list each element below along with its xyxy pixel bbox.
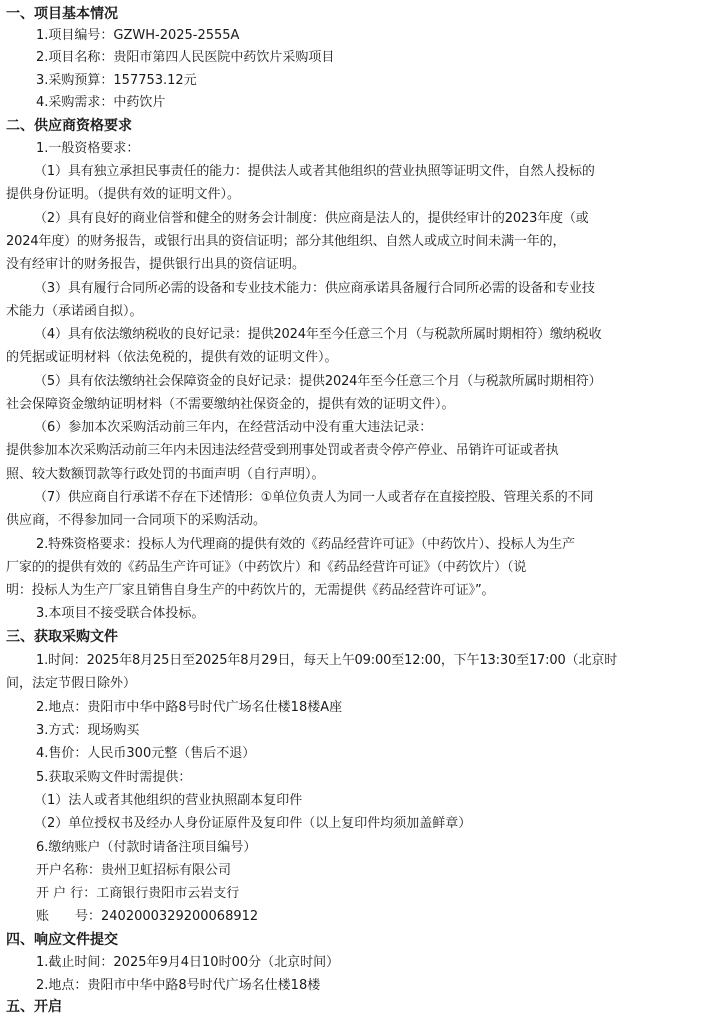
qualification-text-line: 没有经审计的财务报告，提供银行出具的资信证明。 [6,257,306,272]
qualification-text-line: （1）具有独立承担民事责任的能力：提供法人或者其他组织的营业执照等证明文件，自然人投标的 [34,164,595,179]
payment-account-line: 6.缴纳账户（付款时请备注项目编号） [36,840,257,855]
general-qualification-line: 1.一般资格要求： [36,141,140,156]
obtain-time-line: 间，法定节假日除外） [6,676,137,691]
qualification-text-line: （2）具有良好的商业信誉和健全的财务会计制度：供应商是法人的，提供经审计的2023年度（或 [34,211,589,226]
obtain-time-line: 1.时间：2025年8月25日至2025年8月29日，每天上午09:00至12:00，下午13:30至17:00（北京时 [36,653,618,668]
special-qualification-line: 厂家的的提供有效的《药品生产许可证》（中药饮片）和《药品经营许可证》（中药饮片）（说 [6,560,527,575]
required-doc-item: （1）法人或者其他组织的营业执照副本复印件 [34,793,303,808]
project-name-line: 2.项目名称：贵阳市第四人民医院中药饮片采购项目 [36,50,335,65]
required-doc-item: （2）单位授权书及经办人身份证原件及复印件（以上复印件均须加盖鲜章） [34,816,472,831]
qualification-text-line: 的凭据或证明材料（依法免税的，提供有效的证明文件）。 [6,350,338,365]
qualification-text-line: 提供身份证明。（提供有效的证明文件）。 [6,187,241,202]
demand-line: 4.采购需求：中药饮片 [36,95,166,110]
qualification-text-line: 2024年度）的财务报告，或银行出具的资信证明；部分其他组织、自然人或成立时间未满一年的， [6,234,566,249]
section-heading-qualification: 二、供应商资格要求 [6,118,132,134]
project-number-line: 1.项目编号：GZWH-2025-2555A [36,28,240,43]
account-number-line: 账 号：2402000329200068912 [36,909,259,924]
submission-location-line: 2.地点：贵阳市中华中路8号时代广场名仕楼18楼 [36,978,321,993]
special-qualification-line: 明：投标人为生产厂家且销售自身生产的中药饮片的，无需提供《药品经营许可证》”。 [6,583,495,598]
qualification-text-line: （3）具有履行合同所必需的设备和专业技术能力：供应商承诺具备履行合同所必需的设备和专业技 [34,281,595,296]
obtain-location-line: 2.地点：贵阳市中华中路8号时代广场名仕楼18楼A座 [36,700,343,715]
qualification-text-line: （4）具有依法缴纳税收的良好记录：提供2024年至今任意三个月（与税款所属时期相符）缴纳税收 [34,327,602,342]
deadline-line: 1.截止时间：2025年9月4日10时00分（北京时间） [36,955,340,970]
consortium-line: 3.本项目不接受联合体投标。 [36,606,205,621]
qualification-text-line: 供应商，不得参加同一合同项下的采购活动。 [6,513,267,528]
qualification-text-line: （7）供应商自行承诺不存在下述情形：①单位负责人为同一人或者存在直接控股、管理关系的不同 [34,490,594,505]
budget-line: 3.采购预算：157753.12元 [36,73,197,88]
required-docs-line: 5.获取采购文件时需提供： [36,770,192,785]
special-qualification-line: 2.特殊资格要求：投标人为代理商的提供有效的《药品经营许可证》（中药饮片）、投标人为生产 [36,537,575,552]
account-name-line: 开户名称：贵州卫虹招标有限公司 [36,863,232,878]
section-heading-basic-info: 一、项目基本情况 [6,6,118,22]
qualification-text-line: 照、较大数额罚款等行政处罚的书面声明（自行声明）。 [6,467,325,482]
qualification-text-line: （6）参加本次采购活动前三年内，在经营活动中没有重大违法记录： [34,420,433,435]
account-bank-line: 开 户 行：工商银行贵阳市云岩支行 [36,886,240,901]
obtain-method-line: 3.方式：现场购买 [36,723,140,738]
section-heading-submission: 四、响应文件提交 [6,932,118,948]
qualification-text-line: （5）具有依法缴纳社会保障资金的良好记录：提供2024年至今任意三个月（与税款所属时期相符） [34,374,602,389]
price-line: 4.售价：人民币300元整（售后不退） [36,746,256,761]
section-heading-obtain-documents: 三、获取采购文件 [6,629,118,645]
qualification-text-line: 术能力（承诺函自拟）。 [6,304,143,319]
qualification-text-line: 提供参加本次采购活动前三年内未因违法经营受到刑事处罚或者责令停产停业、吊销许可证或者执 [6,443,559,458]
section-heading-opening: 五、开启 [6,999,62,1015]
qualification-text-line: 社会保障资金缴纳证明材料（不需要缴纳社保资金的，提供有效的证明文件）。 [6,397,455,412]
